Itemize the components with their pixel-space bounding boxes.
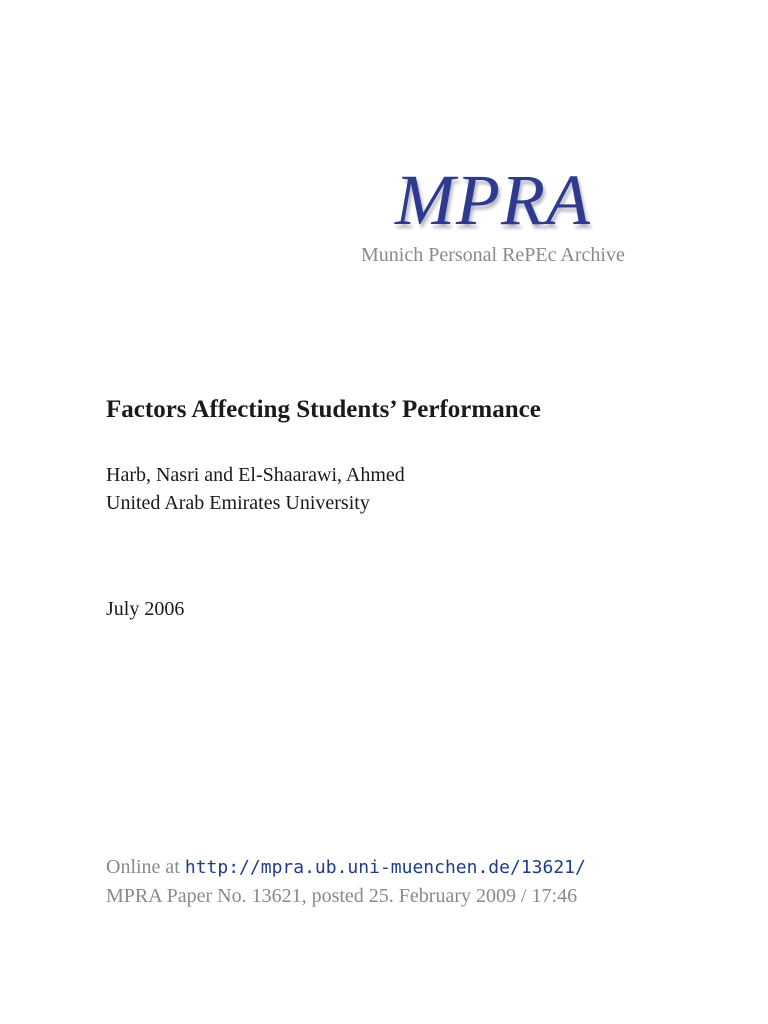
paper-title: Factors Affecting Students’ Performance <box>106 396 541 423</box>
logo-text: MPRA <box>395 160 591 240</box>
affiliation: United Arab Emirates University <box>106 492 370 514</box>
online-prefix: Online at <box>106 856 180 878</box>
online-line <box>106 853 586 882</box>
paper-date: July 2006 <box>106 598 185 620</box>
author-block <box>106 461 405 517</box>
authors: Harb, Nasri and El-Shaarawi, Ahmed <box>106 464 405 486</box>
mpra-logo <box>395 160 655 240</box>
paper-info: MPRA Paper No. 13621, posted 25. February 2009 / 17:46 <box>106 885 578 907</box>
logo-subtitle: Munich Personal RePEc Archive <box>361 244 625 266</box>
paper-url-link[interactable]: http://mpra.ub.uni-muenchen.de/13621/ <box>184 857 586 878</box>
mpra-logo-block <box>355 160 655 267</box>
footer <box>106 853 586 910</box>
